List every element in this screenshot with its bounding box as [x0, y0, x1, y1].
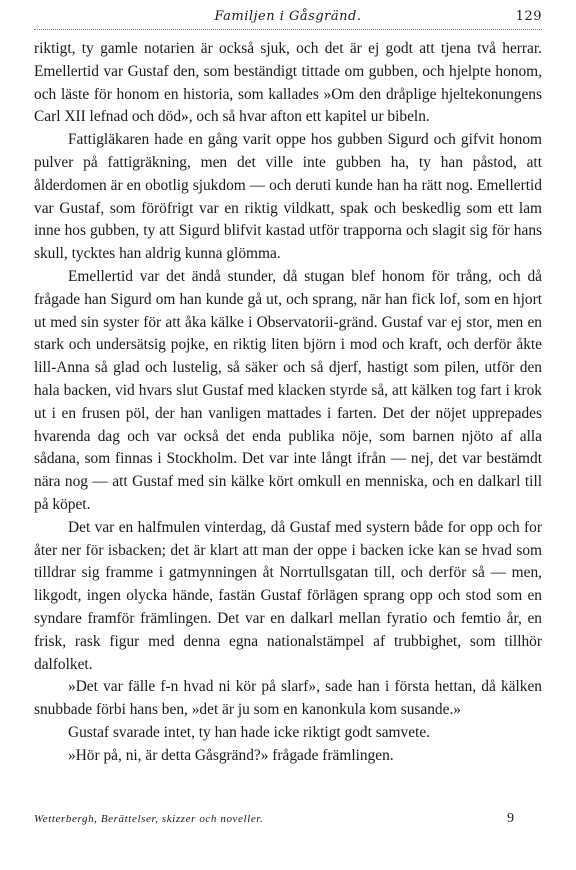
paragraph-3: Emellertid var det ändå stunder, då stugan blef honom för trång, och då frågade han Sigurd om han kunde gå ut, och sprang, när han fick lof, som en hjort ut med sin syster för att åka kälke i Observatorii-gränd. Gustaf var ej stor, men en stark och undersätsig pojke, en riktig liten björn i mod och kraft, och derför åkte lill-Anna så glad och lustelig, så säker och så djerf, hastigt som pilen, utför den hala backen, vid hvars slut Gustaf med klacken styrde så, att kälken tog fart i krok ut i en frusen pöl, der han vanligen mattades i farten. Det der nöjet upprepades hvarenda dag och var också det enda publika nöje, som barnen njöto af alla sådana, som finnas i Stockholm. Det var inte långt ifrån — nej, det var bestämdt nära nog — att Gustaf med sin kälke kört omkull en menniska, och en dalkarl till på köpet.: [34, 267, 542, 513]
header-rule: [34, 29, 542, 30]
running-title: Familjen i Gåsgränd.: [214, 9, 362, 24]
paragraph-4: Det var en halfmulen vinterdag, då Gustaf med systern både for opp och for åter ner för isbacken; det är klart att man der oppe i backen icke kan se hvad som tilldrar sig framme i gatmynningen åt Norrtullsgatan till, och derför så — men, likgodt, ingen olycka hände, fastän Gustaf förlägen sprang opp och stod som en syndare framför främlingen. Det var en dalkarl mellan fyratio och femtio år, en frisk, rask figur med denna egna nationalstämpel af trubbighet, som tillhör dalfolket.: [34, 518, 542, 673]
paragraph-6: Gustaf svarade intet, ty han hade icke riktigt godt samvete.: [68, 723, 430, 741]
page-number: 129: [515, 9, 542, 24]
paragraph-7: »Hör på, ni, är detta Gåsgränd?» frågade främlingen.: [68, 746, 394, 764]
paragraph-5: »Det var fälle f-n hvad ni kör på slarf», sade han i första hettan, då kälken snubbade förbi hans ben, »det är ju som en kanonkula kom susande.»: [34, 678, 542, 719]
printer-signature: Wetterbergh, Berättelser, skizzer och noveller.: [34, 813, 264, 825]
book-page: [34, 6, 542, 864]
paragraph-2: Fattigläkaren hade en gång varit oppe hos gubben Sigurd och gifvit honom pulver på fattigräkning, men det ville inte gubben ha, ty han påstod, att ålderdomen är en obotlig sjukdom — och deruti kunde han ha rätt nog. Emellertid var Gustaf, som föröfrigt var en riktig vildkatt, spak och beskedlig som ett lam inne hos gubben, ty att Sigurd blifvit kastad utför trapporna och slagit sig för hans skull, tycktes han aldrig kunna glömma.: [34, 131, 542, 263]
paragraph-1: riktigt, ty gamle notarien är också sjuk, och det är ej godt att tjena två herrar. Emellertid var Gustaf den, som beständigt tittade om gubben, och hjelpte honom, och läste för honom en historia, som kallades »Om den dråplige hjeltekonungens Carl XII lefnad och död», och så hvar afton ett kapitel ur bibeln.: [34, 40, 542, 126]
sheet-number: 9: [507, 811, 514, 826]
body-text: [34, 38, 542, 768]
page-footer: [34, 811, 542, 833]
page-header: [34, 6, 542, 28]
